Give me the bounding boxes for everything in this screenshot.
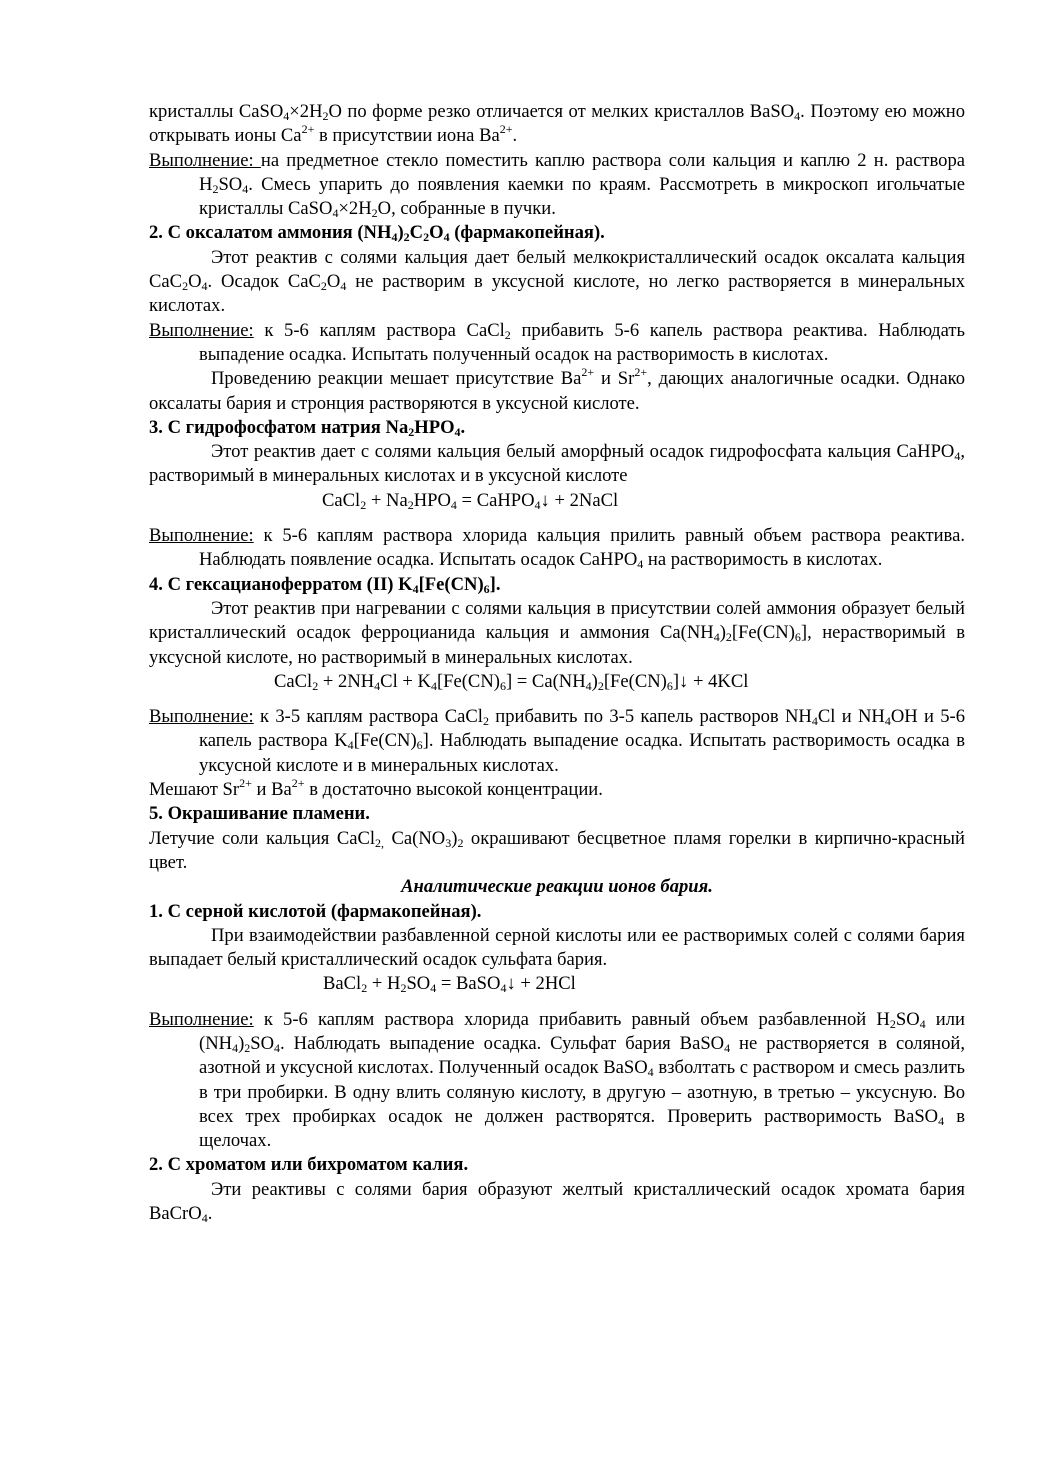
heading-chromate: 2. С хроматом или бихроматом калия. [149, 1154, 469, 1176]
heading-flame-coloring: 5. Окрашивание пламени. [149, 803, 370, 825]
procedure-hexacyanoferrate: Выполнение: к 3-5 каплям раствора CaCl$_2$ прибавить по 3-5 капель растворов $NH_4Cl$ и $NH_4OH$ и 5-6 капель раствора $K_4[Fe(CN)_6]$. Наблюдать выпадение осадка. Испытать растворимость осадка в уксусной кислоте и в минеральных кислотах. [149, 706, 966, 776]
paragraph-interference: Проведению реакции мешает присутствие $Ba^{2+}$ и $Sr^{2+}$, дающих аналогичные осадки. Однако оксалаты бария и стронция растворяются в уксусной кислоте. [149, 365, 965, 414]
paragraph-flame-description: Летучие соли кальция CaCl$_{2,}$ $Ca(NO_3)_2$ окрашивают бесцветное пламя горелки в кирпично-красный цвет. [149, 827, 965, 873]
procedure-label: Выполнение: [149, 319, 254, 341]
heading-sulfuric-acid: 1. С серной кислотой (фармакопейная). [149, 900, 482, 922]
heading-hexacyanoferrate: 4. С гексацианоферратом (II) $K_4[Fe(CN)_6]$. [149, 573, 501, 596]
spacer [149, 997, 965, 1008]
document-page [149, 100, 965, 1226]
equation-baso4: BaCl$_2$ + $H_2SO_4$ = BaSO$_4$↓ + 2HCl [323, 973, 576, 996]
equation-cahpo4: CaCl$_2$ + $Na_2HPO_4$ = CaHPO$_4$↓ + 2NaCl [322, 489, 619, 512]
paragraph-sulfate-description: При взаимодействии разбавленной серной кислоты или ее растворимых солей с солями бария выпадает белый кристаллический осадок сульфата бария. [149, 924, 965, 971]
procedure-hydrophosphate: Выполнение: к 5-6 каплям раствора хлорида кальция прилить равный объем раствора реактива. Наблюдать появление осадка. Испытать осадок CaHPO$_4$ на растворимость в кислотах. [149, 525, 965, 572]
procedure-oxalate: Выполнение: к 5-6 каплям раствора CaCl$_2$ прибавить 5-6 капель раствора реактива. Наблюдать выпадение осадка. Испытать полученный осадок на растворимость в кислотах. [149, 319, 965, 365]
procedure-label: Выполнение: [149, 149, 261, 171]
paragraph-hydrophosphate-description: Этот реактив дает с солями кальция белый аморфный осадок гидрофосфата кальция CaHPO$_4$, растворимый в минеральных кислотах и в уксусной кислоте [149, 441, 965, 487]
equation-ferrocyanide: CaCl$_2$ + $2NH_4Cl + K_4[Fe(CN)_6]$ = $Ca(NH_4)_2[Fe(CN)_6]↓ + 4KCl$ [274, 670, 749, 693]
spacer [149, 513, 965, 524]
procedure-microscope: Выполнение: на предметное стекло поместить каплю раствора соли кальция и каплю 2 н. раствора $H_2SO_4$. Смесь упарить до появления каемки по краям. Рассмотреть в микроскоп игольчатые кристаллы $CaSO_4\times 2H_2O$, собранные в пучки. [149, 149, 965, 221]
heading-sodium-hydrophosphate: 3. С гидрофосфатом натрия $Na_2HPO_4$. [149, 416, 466, 439]
paragraph-chromate-description: Эти реактивы с солями бария образуют желтый кристаллический осадок хромата бария BaCrO$_4$. [149, 1178, 965, 1226]
heading-ammonium-oxalate: 2. С оксалатом аммония $(NH_4)_2C_2O_4$ (фармакопейная). [149, 222, 605, 245]
paragraph-oxalate-description: Этот реактив с солями кальция дает белый мелкокристаллический осадок оксалата кальция $CaC_2O_4$. Осадок $CaC_2O_4$ не растворим в уксусной кислоте, но легко растворяется в минеральных кислотах. [149, 246, 965, 317]
paragraph-hexacyanoferrate-description: Этот реактив при нагревании с солями кальция в присутствии солей аммония образует белый кристаллический осадок ферроцианида кальция и аммония $Ca(NH_4)_2[Fe(CN)_6]$, нерастворимый в уксусной кислоте, но растворимый в минеральных кислотах. [149, 597, 965, 668]
procedure-label: Выполнение: [149, 525, 254, 547]
procedure-sulfate: Выполнение: к 5-6 каплям раствора хлорида прибавить равный объем разбавленной $H_2SO_4$ или $(NH_4)_2SO_4$. Наблюдать выпадение осадка. Сульфат бария BaSO$_4$ не растворяется в соляной, азотной и уксусной кислотах. Полученный осадок BaSO$_4$ взболтать с раствором и смесь разлить в три пробирки. В одну влить соляную кислоту, в другую – азотную, в третью – уксусную. Во всех трех пробирках осадок не должен растворятся. Проверить растворимость BaSO$_4$ в щелочах. [149, 1008, 965, 1152]
procedure-label: Выполнение: [149, 706, 254, 728]
procedure-label: Выполнение: [149, 1008, 254, 1030]
paragraph-caso4-crystals: кристаллы $CaSO_4\times 2H_2O$ по форме резко отличается от мелких кристаллов BaSO$_4$. Поэтому ею можно открывать ионы $Ca^{2+}$ в присутствии иона $Ba^{2+}$. [149, 101, 965, 147]
section-title-barium: Аналитические реакции ионов бария. [401, 876, 713, 898]
spacer [149, 694, 965, 705]
paragraph-interfering-ions: Мешают $Sr^{2+}$ и $Ba^{2+}$ в достаточно высокой концентрации. [149, 776, 603, 801]
